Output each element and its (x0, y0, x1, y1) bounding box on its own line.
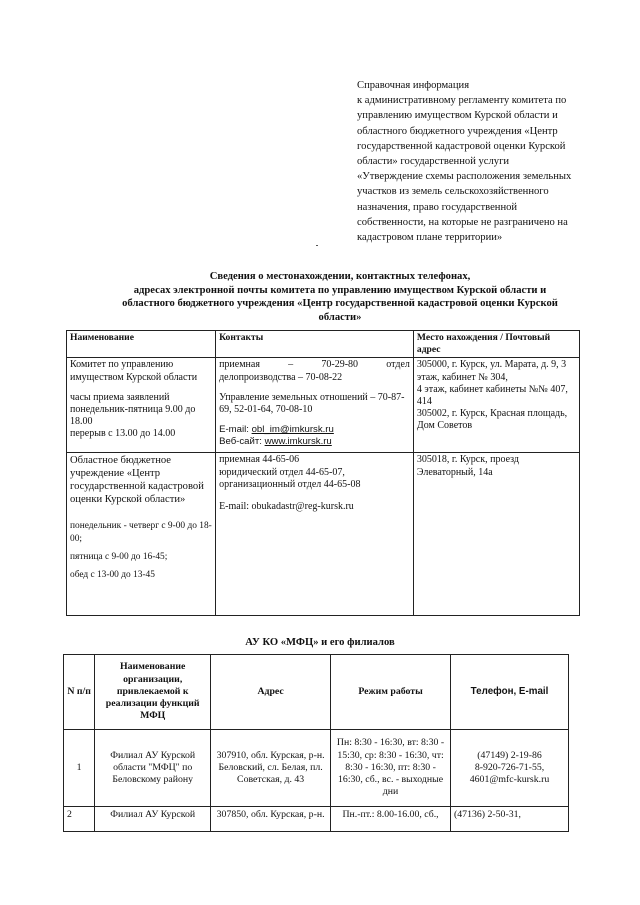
reference-line: Справочная информация (357, 80, 470, 91)
committee-contacts-cell (216, 358, 414, 453)
header-name: Наименование (67, 331, 216, 358)
row-org: Филиал АУ Курской (95, 807, 211, 832)
row-num: 2 (64, 807, 95, 832)
row-phone-2: 8-920-726-71-55, (474, 761, 545, 773)
records-phone: делопроизводства – 70-08-22 (219, 371, 343, 383)
center-hours-mon-thu: понедельник - четверг с 9-00 до 18-00; (70, 521, 212, 544)
header-location: Место нахождения / Почтовый адрес (413, 331, 579, 358)
center-hours-fri: пятница с 9-00 до 16-45; (70, 551, 168, 562)
header-org: Наименование организации, привлекаемой к реализации функций МФЦ (95, 655, 211, 730)
reception-phone: 70-29-80 (321, 359, 359, 371)
land-dept-phones: Управление земельных отношений – 70-87-69, 52-01-64, 70-08-10 (219, 391, 405, 416)
scan-speck (316, 245, 318, 246)
reference-line: кадастровом плане территории» (357, 232, 503, 244)
committee-email-link[interactable]: obl_im@imkursk.ru (251, 424, 334, 436)
committee-hours: часы приема заявлений понедельник-пятница 9.00 до 18.00 (70, 391, 196, 428)
row-phone (451, 730, 569, 807)
reference-line: к административному регламенту комитета по (357, 95, 567, 107)
section-title-line: областного бюджетного учреждения «Центр государственной кадастровой оценки Курской (122, 298, 558, 310)
reception-label: приемная (219, 359, 260, 371)
committee-address-cell (413, 358, 579, 453)
mfc-table-header (64, 655, 569, 730)
mfc-table-title: АУ КО «МФЦ» и его филиалов (245, 637, 395, 648)
reference-line: участков из земель сельскохозяйственного (357, 186, 549, 198)
section-title-line: Сведения о местонахождении, контактных телефонах, (209, 271, 471, 282)
row-address: 307910, обл. Курская, р-н. Беловский, сл. Белая, пл. Советская, д. 43 (211, 730, 331, 807)
committee-address-2: 4 этаж, кабинет кабинеты №№ 407, 414 (416, 383, 568, 408)
row-email[interactable]: 4601@mfc-kursk.ru (469, 774, 550, 786)
center-reception: приемная 44-65-06 (219, 454, 300, 466)
header-phone: Телефон, E-mail (451, 655, 569, 730)
center-name: Областное бюджетное учреждение «Центр государственной кадастровой оценки Курской области» (70, 455, 204, 506)
reference-line: собственности, на которые не разграничено на (357, 216, 568, 228)
section-title-line: области» (318, 311, 362, 323)
contacts-table-header (67, 331, 580, 358)
website-label: Веб-сайт: (219, 436, 262, 448)
center-contacts-cell (216, 453, 414, 616)
reference-line: государственной кадастровой оценки Курской (357, 140, 566, 152)
reference-line: управлению имуществом Курской области и (357, 110, 558, 122)
table-row (67, 453, 580, 616)
committee-name: Комитет по управлению имуществом Курской области (70, 359, 198, 383)
committee-address-1: 305000, г. Курск, ул. Марата, д. 9, 3 этаж, кабинет № 304, (416, 359, 567, 383)
row-address: 307850, обл. Курская, р-н. (211, 807, 331, 832)
row-num: 1 (64, 730, 95, 807)
mfc-table (63, 654, 569, 832)
section-title-line: адресах электронной почты комитета по управлению имуществом Курской области и (133, 284, 547, 296)
reference-line: назначения, право государственной (357, 201, 518, 213)
committee-address-3: 305002, г. Курск, Красная площадь, Дом Советов (416, 408, 568, 432)
reference-line: области» государственной услуги (357, 156, 510, 168)
dept-label: отдел (386, 359, 410, 371)
reference-line: областного бюджетного учреждения «Центр (357, 125, 558, 137)
committee-website-link[interactable]: www.imkursk.ru (264, 436, 332, 448)
section-title (100, 270, 580, 324)
table-row (67, 358, 580, 453)
row-mode: Пн.-пт.: 8.00-16.00, сб., (331, 807, 451, 832)
reception-dash: – (288, 359, 294, 371)
center-org: организационный отдел 44-65-08 (219, 478, 361, 490)
row-phone-1: (47136) 2-50-31, (451, 807, 569, 832)
header-contacts: Контакты (216, 331, 414, 358)
table-row (64, 807, 569, 832)
committee-break: перерыв с 13.00 до 14.00 (70, 428, 176, 440)
row-org: Филиал АУ Курской области "МФЦ" по Беловскому району (95, 730, 211, 807)
reference-line: «Утверждение схемы расположения земельных (357, 171, 572, 183)
email-label: E-mail: (219, 424, 249, 436)
row-phone-1: (47149) 2-19-86 (477, 749, 542, 761)
center-name-cell (67, 453, 216, 616)
center-legal: юридический отдел 44-65-07, (219, 466, 345, 478)
reference-block (357, 78, 589, 245)
table-row (64, 730, 569, 807)
center-address: 305018, г. Курск, проезд Элеваторный, 14а (416, 454, 519, 478)
center-address-cell (413, 453, 579, 616)
header-mode: Режим работы (331, 655, 451, 730)
header-address: Адрес (211, 655, 331, 730)
contacts-table (66, 330, 580, 616)
committee-name-cell (67, 358, 216, 453)
header-num: N п/п (64, 655, 95, 730)
row-mode: Пн: 8:30 - 16:30, вт: 8:30 - 15:30, ср: 8:30 - 16:30, чт: 8:30 - 16:30, пт: 8:30 - 16:30, сб., вс. - выходные дни (331, 730, 451, 807)
center-lunch: обед с 13-00 до 13-45 (70, 570, 155, 581)
center-email[interactable]: E-mail: obukadastr@reg-kursk.ru (219, 501, 354, 513)
